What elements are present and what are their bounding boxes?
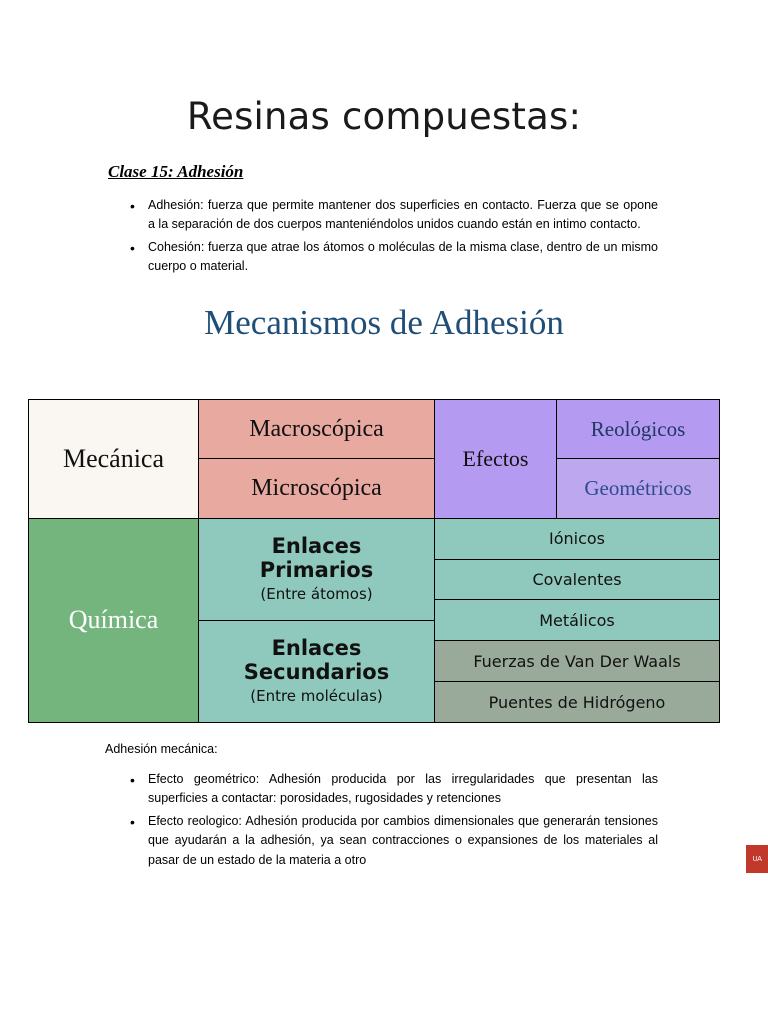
adhesion-mechanisms-diagram: [28, 399, 720, 723]
list-item: • Cohesión: fuerza que atrae los átomos o moléculas de la misma clase, dentro de un mismo cuerpo o material.: [148, 238, 658, 277]
cell-ionicos: Iónicos: [435, 519, 719, 560]
bottom-text-block: [0, 742, 768, 873]
cell-puentes-hidrogeno: Puentes de Hidrógeno: [435, 682, 719, 722]
mechanisms-heading: Mecanismos de Adhesión: [204, 302, 564, 342]
section-subtitle: Clase 15: Adhesión: [108, 162, 244, 181]
column-efectos-types: [557, 400, 719, 518]
cell-enlaces-primarios: [199, 519, 434, 621]
list-item: • Efecto reologico: Adhesión producida por cambios dimensionales que generarán tensiones que ayudarán a la adhesión, ya sean contracciones o expansiones de los materiales al pasar de un estado de la materia a otro: [148, 812, 658, 870]
diagram-row-mechanical: [29, 400, 719, 518]
cell-quimica: Química: [29, 519, 199, 722]
list-item: • Efecto geométrico: Adhesión producida por las irregularidades que presentan las superficies a contactar: porosidades, rugosidades y retenciones: [148, 770, 658, 809]
diagram-row-chemical: [29, 518, 719, 722]
enlaces-secundarios-line1: Enlaces: [271, 636, 362, 661]
enlaces-primarios-line2: Primarios: [259, 557, 374, 582]
cell-enlaces-secundarios: [199, 621, 434, 722]
watermark-badge: UA: [746, 845, 768, 873]
list-item: • Adhesión: fuerza que permite mantener dos superficies en contacto. Fuerza que se opone a la separación de dos cuerpos manteniéndolos unidos cuando están en intimo contacto.: [148, 196, 658, 235]
enlaces-primarios-line1: Enlaces: [271, 534, 362, 559]
column-bond-types: [435, 519, 719, 722]
enlaces-primarios-note: (Entre átomos): [260, 585, 373, 604]
cell-metalicos: Metálicos: [435, 600, 719, 641]
cell-van-der-waals: Fuerzas de Van Der Waals: [435, 641, 719, 682]
page-title: Resinas compuestas:: [186, 95, 582, 138]
cell-geometricos: Geométricos: [557, 459, 719, 517]
cell-microscopica: Microscópica: [199, 459, 434, 517]
cell-mecanica: Mecánica: [29, 400, 199, 518]
enlaces-secundarios-line2: Secundarios: [243, 659, 390, 684]
intro-bullet-list: [0, 196, 768, 277]
cell-macroscopica: Macroscópica: [199, 400, 434, 459]
column-mecanica-types: [199, 400, 435, 518]
column-enlaces: [199, 519, 435, 722]
cell-efectos: Efectos: [435, 400, 557, 518]
bottom-lead-label: Adhesión mecánica:: [105, 742, 218, 756]
enlaces-secundarios-note: (Entre moléculas): [250, 687, 383, 706]
cell-covalentes: Covalentes: [435, 560, 719, 601]
cell-reologicos: Reológicos: [557, 400, 719, 459]
bottom-bullet-list: [0, 770, 768, 870]
